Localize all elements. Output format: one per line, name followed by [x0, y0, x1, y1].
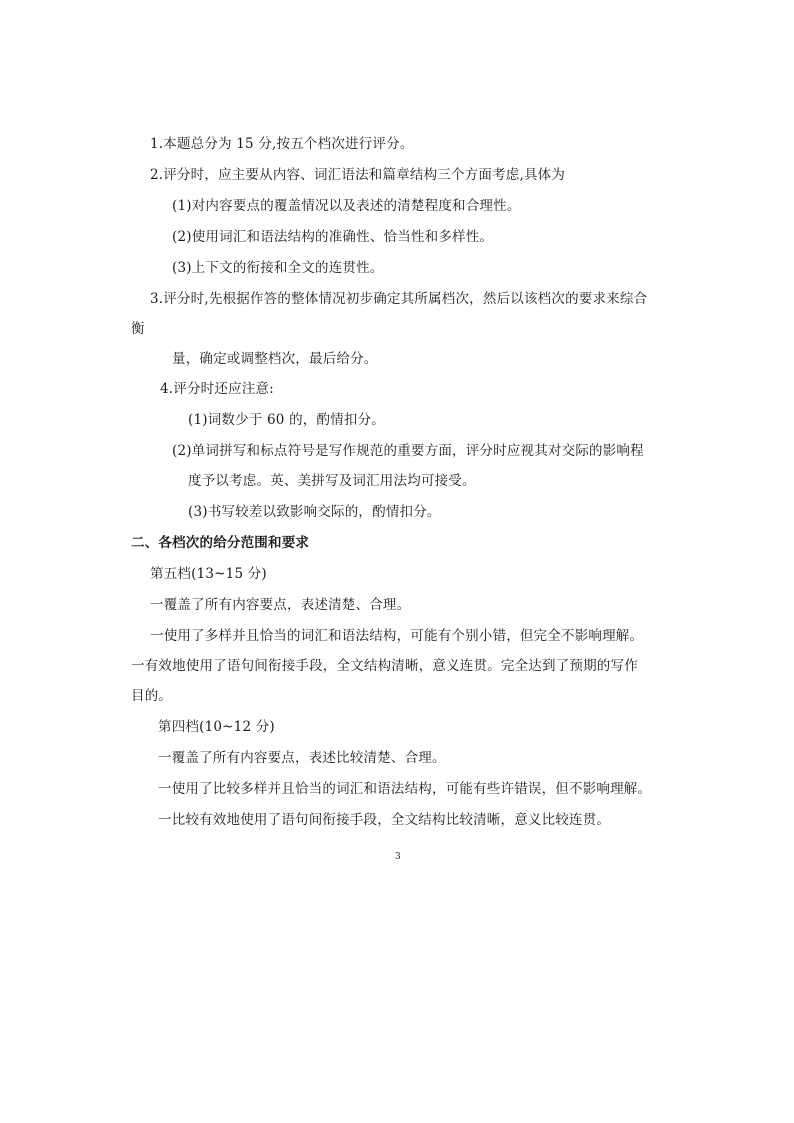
band-5-point-3-line-2: 目的。 — [131, 688, 173, 704]
band-5-title: 第五档(13~15 分) — [150, 566, 267, 582]
rule-item-3-line-1: 3.评分时,先根据作答的整体情况初步确定其所属档次，然后以该档次的要求来综合 — [150, 291, 648, 307]
rule-item-4-sub-3: (3)书写较差以致影响交际的，酌情扣分。 — [188, 504, 441, 520]
section-two-heading: 二、各档次的给分范围和要求 — [131, 535, 310, 551]
rule-item-2-sub-2: (2)使用词汇和语法结构的准确性、恰当性和多样性。 — [172, 229, 494, 245]
band-4-title: 第四档(10~12 分) — [158, 719, 275, 735]
rule-item-4-sub-2-line-1: (2)单词拼写和标点符号是写作规范的重要方面，评分时应视其对交际的影响程 — [172, 443, 644, 459]
rule-item-3-line-3: 量，确定或调整档次，最后给分。 — [172, 351, 378, 367]
band-4-point-1: 一覆盖了所有内容要点，表述比较清楚、合理。 — [158, 750, 446, 766]
band-5-point-3-line-1: 一有效地使用了语句间衔接手段，全文结构清晰，意义连贯。完全达到了预期的写作 — [131, 658, 638, 674]
band-5-point-1: 一覆盖了所有内容要点，表述清楚、合理。 — [150, 597, 411, 613]
band-5-point-2: 一使用了多样并且恰当的词汇和语法结构，可能有个别小错，但完全不影响理解。 — [150, 628, 644, 644]
band-4-point-3: 一比较有效地使用了语句间衔接手段，全文结构比较清晰，意义比较连贯。 — [158, 812, 611, 828]
rule-item-3-line-2: 衡 — [131, 321, 145, 337]
rule-item-2-sub-1: (1)对内容要点的覆盖情况以及表述的清楚程度和合理性。 — [172, 198, 521, 214]
rule-item-2-sub-3: (3)上下文的衔接和全文的连贯性。 — [172, 260, 384, 276]
rule-item-4: 4.评分时还应注意: — [160, 381, 274, 397]
rule-item-4-sub-1: (1)词数少于 60 的，酌情扣分。 — [188, 412, 385, 428]
page-number: 3 — [395, 852, 401, 862]
band-4-point-2: 一使用了比较多样并且恰当的词汇和语法结构，可能有些许错误，但不影响理解。 — [158, 781, 652, 797]
rule-item-1: 1.本题总分为 15 分,按五个档次进行评分。 — [150, 136, 414, 152]
rule-item-4-sub-2-line-2: 度予以考虑。英、美拼写及词汇用法均可接受。 — [188, 473, 476, 489]
rule-item-2: 2.评分时，应主要从内容、词汇语法和篇章结构三个方面考虑,具体为 — [150, 167, 566, 183]
